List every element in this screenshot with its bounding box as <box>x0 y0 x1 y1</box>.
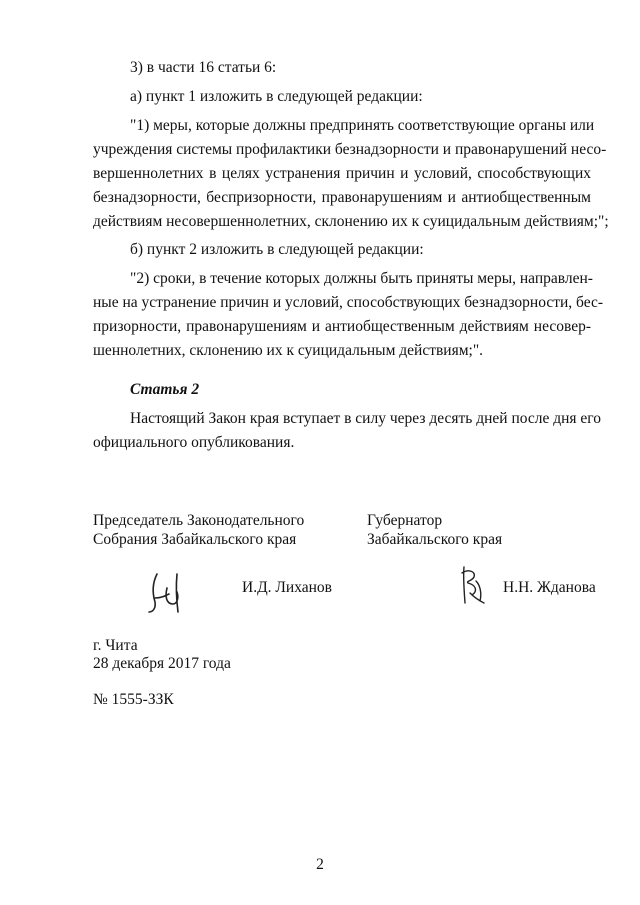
item3-intro: 3) в части 16 статьи 6: <box>130 59 277 76</box>
date: 28 декабря 2017 года <box>93 655 231 672</box>
right-handwritten-signature <box>456 563 490 607</box>
point-b-line: "2) сроки, в течение которых должны быть приняты меры, направлен- <box>130 270 593 287</box>
point-b-line: призорности, правонарушениям и антиобщественным действиям несовер- <box>93 318 591 335</box>
left-handwritten-signature <box>143 568 191 616</box>
point-a-line: безнадзорности, беспризорности, правонарушениям и антиобщественным <box>93 189 591 206</box>
point-a-line: действиям несовершеннолетних, склонению их к суицидальным действиям;"; <box>93 213 609 230</box>
point-a-line: учреждения системы профилактики безнадзорности и правонарушений несо- <box>93 141 607 158</box>
city: г. Чита <box>93 637 138 654</box>
left-signatory-title: Председатель Законодательного <box>93 512 305 529</box>
point-b-intro: б) пункт 2 изложить в следующей редакции: <box>130 241 424 258</box>
left-signatory-name: И.Д. Лиханов <box>242 579 332 596</box>
article-2-heading: Статья 2 <box>130 381 200 398</box>
point-b-line: шеннолетних, склонению их к суицидальным действиям;". <box>93 342 484 359</box>
point-a-intro: а) пункт 1 изложить в следующей редакции: <box>130 88 423 105</box>
page-number: 2 <box>316 856 324 873</box>
right-signatory-title: Губернатор <box>367 512 443 529</box>
point-a-line: "1) меры, которые должны предпринять соответствующие органы или <box>130 117 595 134</box>
right-signatory-title: Забайкальского края <box>367 531 503 548</box>
point-a-line: вершеннолетних в целях устранения причин и условий, способствующих <box>93 165 591 182</box>
point-b-line: ные на устранение причин и условий, способствующих безнадзорности, бес- <box>93 294 604 311</box>
article-2-line: Настоящий Закон края вступает в силу через десять дней после дня его <box>130 410 602 427</box>
right-signatory-name: Н.Н. Жданова <box>503 579 596 596</box>
law-number: № 1555-ЗЗК <box>93 691 174 708</box>
article-2-line: официального опубликования. <box>93 434 295 451</box>
left-signatory-title: Собрания Забайкальского края <box>93 531 297 548</box>
